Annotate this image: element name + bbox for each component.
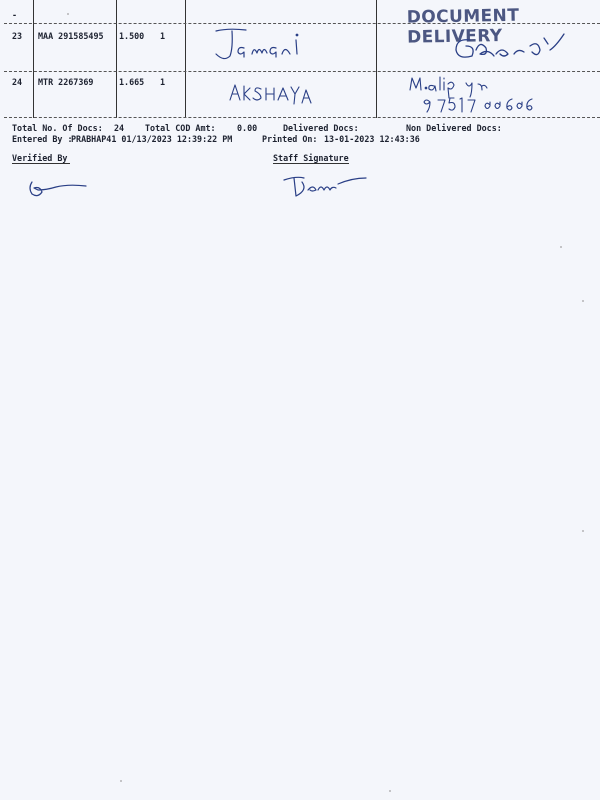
non-delivered-docs-label: Non Delivered Docs: [406,123,502,133]
verified-by-underline [12,163,70,164]
total-docs-value: 24 [114,123,125,133]
verified-by-signature [26,178,96,204]
staff-signature [282,172,372,206]
receiver-signature [452,30,572,68]
row-weight: 1.665 [119,77,145,87]
scan-speck [389,790,391,792]
row-doc-no: MTR 2267369 [38,77,94,87]
total-docs-label: Total No. Of Docs: [12,123,103,133]
scan-speck [582,300,584,302]
column-divider [185,0,186,118]
printed-on-label: Printed On: [262,134,318,144]
entered-by-value: PRABHAP41 01/13/2023 12:39:22 PM [71,134,233,144]
verified-by-label: Verified By [12,153,68,163]
row-weight: 1.500 [119,31,145,41]
staff-signature-underline [273,163,349,164]
row-sl-no: 24 [12,77,23,87]
column-divider [376,0,377,118]
receiver-handwritten-name [228,82,318,110]
total-cod-label: Total COD Amt: [145,123,216,133]
row-doc-no: MAA 291585495 [38,31,104,41]
staff-signature-label: Staff Signature [273,153,349,163]
row-separator [4,71,600,72]
delivered-docs-label: Delivered Docs: [283,123,359,133]
row-pcs: 1 [160,31,166,41]
scan-speck [67,13,69,15]
printed-on-value: 13-01-2023 12:43:36 [324,134,420,144]
row-sl-no: 23 [12,31,23,41]
row-separator [4,23,600,24]
scan-speck [582,530,584,532]
receiver-handwritten-name [210,26,340,70]
previous-row-fragment: - [12,10,18,20]
document-delivery-stamp: DOCUMENT DELIVERY [406,5,520,48]
row-pcs: 1 [160,77,166,87]
column-divider [33,0,34,118]
entered-by-label: Entered By : [12,134,73,144]
total-cod-value: 0.00 [237,123,258,133]
scan-speck [560,246,562,248]
scan-speck [120,780,122,782]
column-divider [116,0,117,118]
receiver-signature [408,74,548,120]
